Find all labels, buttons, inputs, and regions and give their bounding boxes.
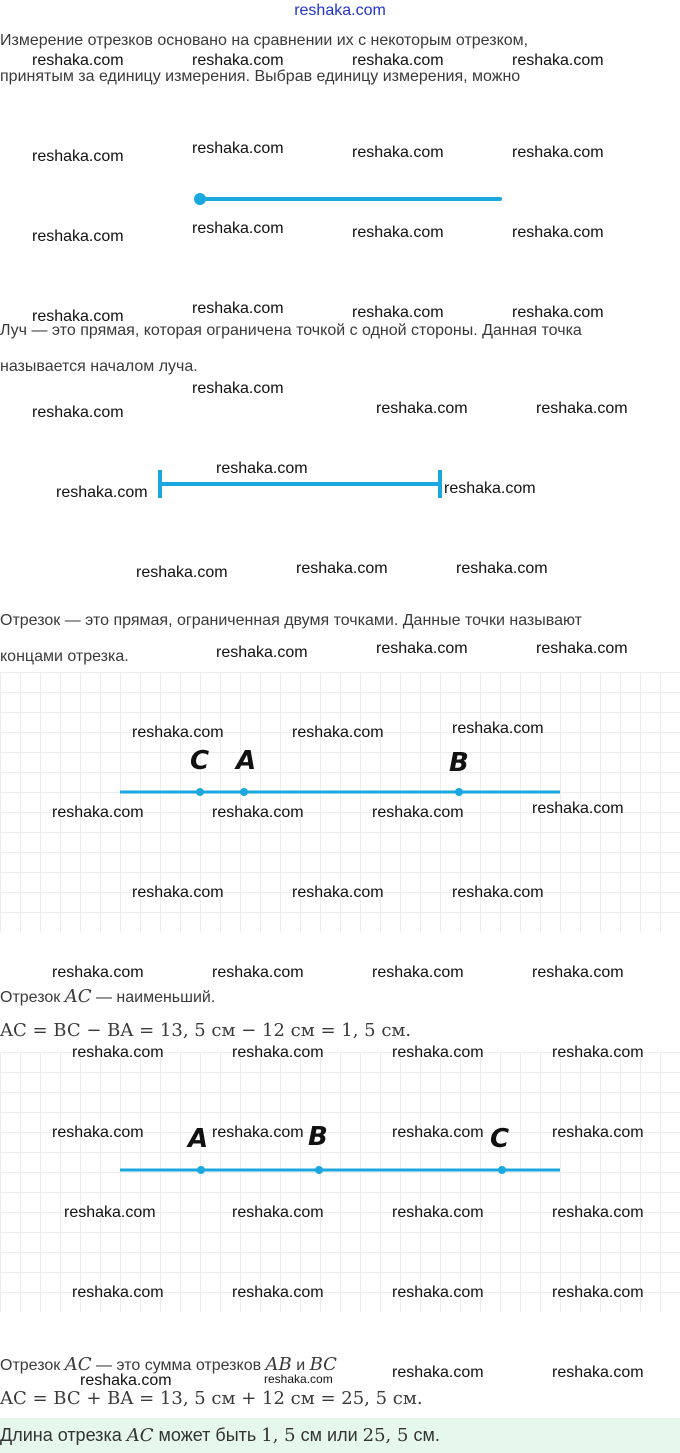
watermark: reshaka.com — [552, 1044, 644, 1061]
watermark: reshaka.com — [52, 1124, 144, 1141]
watermark: reshaka.com — [372, 964, 464, 981]
watermark: reshaka.com — [132, 884, 224, 901]
watermark: reshaka.com — [552, 1364, 644, 1381]
watermark: reshaka.com — [376, 400, 468, 417]
watermark: reshaka.com — [32, 404, 124, 421]
watermark: reshaka.com — [192, 220, 284, 237]
case2-formula: AC = BC + BA = 13, 5 см + 12 см = 25, 5 см. — [0, 1388, 423, 1409]
watermark: reshaka.com — [392, 1204, 484, 1221]
watermark: reshaka.com — [552, 1124, 644, 1141]
watermark: reshaka.com — [536, 640, 628, 657]
watermark: reshaka.com — [192, 140, 284, 157]
watermark: reshaka.com — [52, 964, 144, 981]
point-c — [196, 788, 204, 796]
ray-figure — [0, 180, 680, 220]
watermark: reshaka.com — [216, 644, 308, 661]
label-b: B — [449, 748, 469, 778]
watermark: reshaka.com — [32, 228, 124, 245]
watermark: reshaka.com — [512, 304, 604, 321]
label-a: A — [188, 1124, 209, 1154]
segment-line-1: Отрезок — это прямая, ограниченная двумя точками. Данные точки называют — [0, 612, 582, 629]
intro-line-2: принятым за единицу измерения. Выбрав единицу измерения, можно — [0, 68, 521, 85]
watermark: reshaka.com — [80, 1372, 172, 1389]
watermark: reshaka.com — [232, 1204, 324, 1221]
ray-line-1: Луч — это прямая, которая ограничена точкой с одной стороны. Данная точка — [0, 322, 582, 339]
figure2-line — [0, 1160, 680, 1180]
watermark: reshaka.com — [212, 964, 304, 981]
watermark: reshaka.com — [56, 484, 148, 501]
watermark: reshaka.com — [192, 300, 284, 317]
intro-line-1: Измерение отрезков основано на сравнении их с некоторым отрезком, — [0, 32, 529, 49]
watermark: reshaka.com — [352, 144, 444, 161]
watermark: reshaka.com — [552, 1284, 644, 1301]
watermark: reshaka.com — [212, 1124, 304, 1141]
watermark: reshaka.com — [536, 400, 628, 417]
watermark: reshaka.com — [392, 1364, 484, 1381]
point-b — [455, 788, 463, 796]
watermark: reshaka.com — [192, 380, 284, 397]
watermark: reshaka.com — [452, 720, 544, 737]
watermark: reshaka.com — [456, 560, 548, 577]
point-c — [498, 1166, 506, 1174]
watermark: reshaka.com — [292, 884, 384, 901]
watermark: reshaka.com — [392, 1284, 484, 1301]
watermark: reshaka.com — [552, 1204, 644, 1221]
label-a: A — [236, 746, 257, 776]
point-a — [197, 1166, 205, 1174]
watermark: reshaka.com — [232, 1284, 324, 1301]
watermark: reshaka.com — [352, 224, 444, 241]
segment-line-2: концами отрезка. — [0, 648, 129, 665]
watermark: reshaka.com — [392, 1124, 484, 1141]
label-c: C — [490, 1124, 510, 1154]
watermark: reshaka.com — [64, 1204, 156, 1221]
label-b: B — [308, 1122, 328, 1152]
watermark: reshaka.com — [296, 560, 388, 577]
watermark: reshaka.com — [136, 564, 228, 581]
watermark: reshaka.com — [232, 1044, 324, 1061]
point-b — [315, 1166, 323, 1174]
watermark: reshaka.com — [452, 884, 544, 901]
watermark: reshaka.com — [512, 52, 604, 69]
figure1-line — [0, 782, 680, 802]
grid-figure-2 — [0, 1052, 680, 1312]
watermark: reshaka.com — [352, 52, 444, 69]
watermark: reshaka.com — [212, 804, 304, 821]
ray-origin-point — [194, 193, 206, 205]
watermark: reshaka.com — [192, 52, 284, 69]
case1-formula: AC = BC − BA = 13, 5 см − 12 см = 1, 5 см. — [0, 1020, 412, 1041]
watermark: reshaka.com — [376, 640, 468, 657]
watermark: reshaka.com — [392, 1044, 484, 1061]
watermark: reshaka.com — [372, 804, 464, 821]
case2-text: Отрезок AC — это сумма отрезков AB и BC — [0, 1354, 337, 1375]
watermark: reshaka.com — [32, 308, 124, 325]
watermark: reshaka.com — [292, 724, 384, 741]
watermark: reshaka.com — [32, 148, 124, 165]
ray-line-2: называется началом луча. — [0, 358, 198, 375]
watermark: reshaka.com — [132, 724, 224, 741]
watermark: reshaka.com — [532, 800, 624, 817]
label-c: C — [190, 746, 210, 776]
case1-text: Отрезок AC — наименьший. — [0, 986, 216, 1007]
watermark: reshaka.com — [32, 52, 124, 69]
watermark: reshaka.com — [72, 1284, 164, 1301]
watermark: reshaka.com — [52, 804, 144, 821]
watermark: reshaka.com — [72, 1044, 164, 1061]
answer-box: Длина отрезка AC может быть 1, 5 см или 25, 5 см. — [0, 1418, 680, 1453]
site-link[interactable]: reshaka.com — [294, 2, 386, 19]
point-a — [240, 788, 248, 796]
var-ac: AC — [64, 986, 92, 1007]
watermark: reshaka.com — [264, 1372, 333, 1386]
watermark: reshaka.com — [352, 304, 444, 321]
watermark: reshaka.com — [216, 460, 308, 477]
watermark: reshaka.com — [512, 224, 604, 241]
watermark: reshaka.com — [444, 480, 536, 497]
watermark: reshaka.com — [512, 144, 604, 161]
watermark: reshaka.com — [532, 964, 624, 981]
